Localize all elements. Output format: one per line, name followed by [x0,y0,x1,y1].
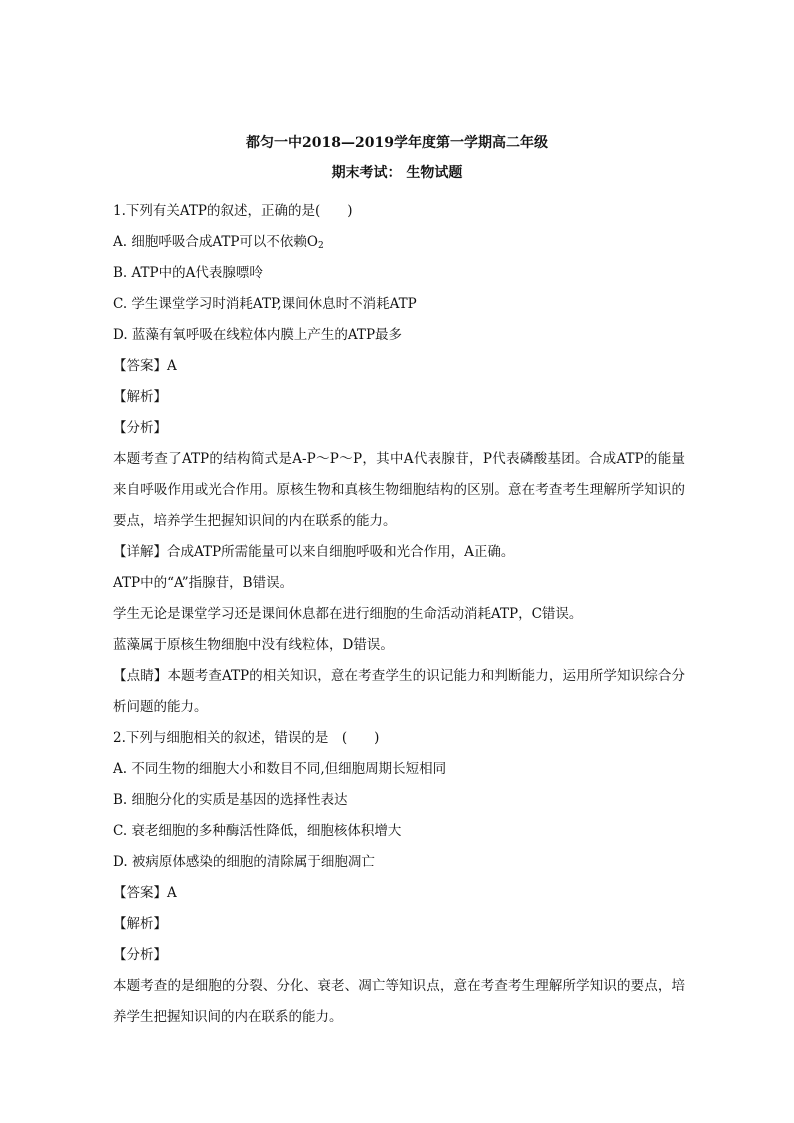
question-1-comment: 【点睛】本题考查ATP的相关知识，意在考查学生的识记能力和判断能力，运用所学知识综合分析问题的能力。 [113,668,685,715]
document-body [113,196,685,1033]
question-1-answer: 【答案】A [113,358,177,374]
question-1-detail-4: 蓝藻属于原核生物细胞中没有线粒体，D错误。 [113,637,394,653]
question-1-analysis: 本题考查了ATP的结构简式是A-P～P～P，其中A代表腺苷，P代表磷酸基团。合成ATP的能量来自呼吸作用或光合作用。原核生物和真核生物细胞结构的区别。意在考查考生理解所学知识的要点，培养学生把握知识间的内在联系的能力。 [113,451,685,529]
question-1-option-a-text: A. 细胞呼吸合成ATP可以不依赖O [113,234,318,250]
question-1-option-d: D. 蓝藻有氧呼吸在线粒体内膜上产生的ATP最多 [113,327,403,343]
document-subtitle: 期末考试： 生物试题 [331,165,463,181]
question-1-option-a [113,227,685,258]
question-2-option-a: A. 不同生物的细胞大小和数目不同,但细胞周期长短相同 [113,761,447,777]
question-2-option-b: B. 细胞分化的实质是基因的选择性表达 [113,792,348,808]
question-1-detail-3: 学生无论是课堂学习还是课间休息都在进行细胞的生命活动消耗ATP，C错误。 [113,606,583,622]
question-1-option-c: C. 学生课堂学习时消耗ATP,课间休息时不消耗ATP [113,296,417,312]
question-2-option-d: D. 被病原体感染的细胞的清除属于细胞凋亡 [113,854,375,870]
question-2-answer: 【答案】A [113,885,177,901]
question-1-detail-1: 【详解】合成ATP所需能量可以来自细胞呼吸和光合作用，A正确。 [113,544,515,560]
question-2-jiexi-heading: 【解析】 [113,916,167,932]
question-2-option-c: C. 衰老细胞的多种酶活性降低，细胞核体积增大 [113,823,402,839]
question-1-stem: 1.下列有关ATP的叙述，正确的是( ) [113,203,353,219]
question-1-option-b: B. ATP中的A代表腺嘌呤 [113,265,263,281]
question-1-option-a-subscript: 2 [318,241,324,251]
question-2-stem: 2.下列与细胞相关的叙述，错误的是 ( ) [113,730,380,746]
question-2-analysis: 本题考查的是细胞的分裂、分化、衰老、凋亡等知识点，意在考查考生理解所学知识的要点，培养学生把握知识间的内在联系的能力。 [113,978,685,1025]
question-1-detail-2: ATP中的“A”指腺苷，B错误。 [113,575,294,591]
question-1-fenxi-heading: 【分析】 [113,420,167,436]
question-2-fenxi-heading: 【分析】 [113,947,167,963]
document-title: 都匀一中2018—2019学年度第一学期高二年级 [246,135,548,151]
question-1-jiexi-heading: 【解析】 [113,389,167,405]
